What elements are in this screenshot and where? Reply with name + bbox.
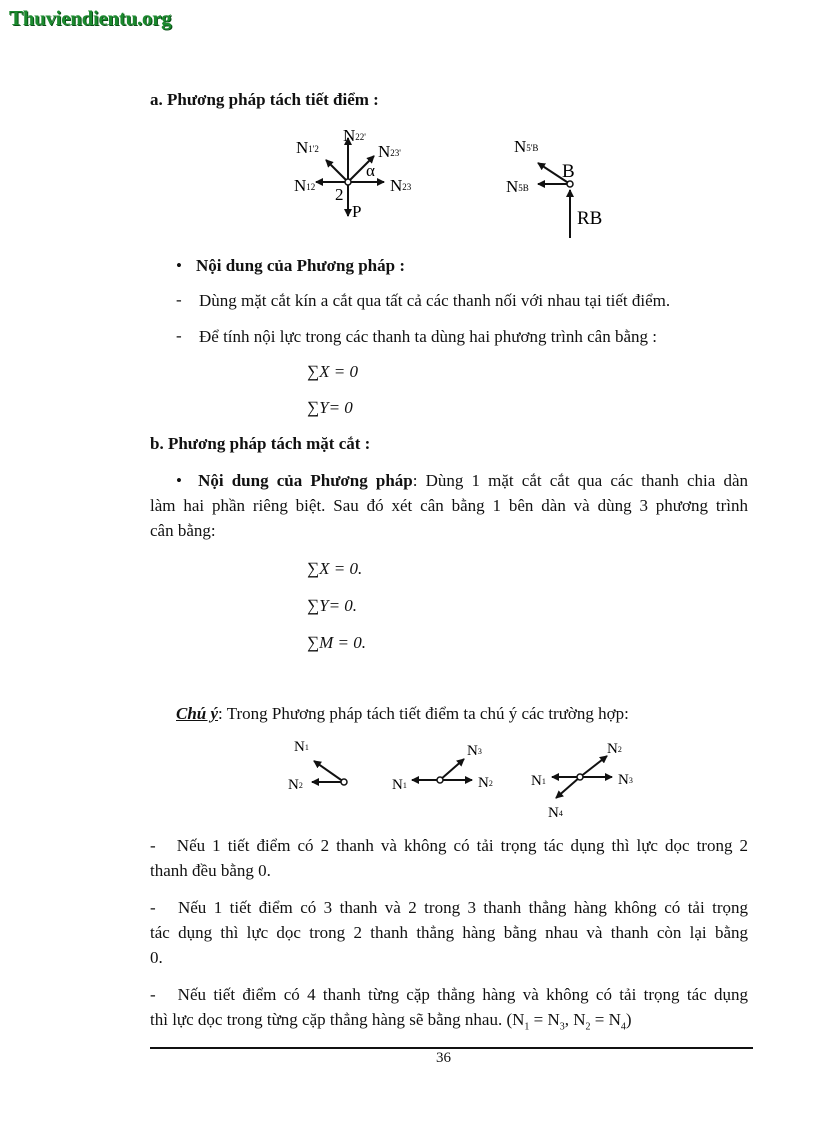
label-n23p: N23' [378, 142, 401, 161]
label-node-2: 2 [335, 185, 344, 204]
equation-sum-y: ∑Y= 0 [307, 398, 353, 417]
label-n23: N23 [390, 176, 412, 195]
case-diagrams [280, 732, 650, 824]
case2-n2: N2 [478, 775, 493, 791]
section-b-title: b. Phương pháp tách mặt cắt : [150, 434, 371, 453]
label-p: P [352, 202, 362, 221]
node-2 [345, 179, 351, 185]
joint-b-diagram [500, 130, 630, 245]
section-b-paragraph: • Nội dung của Phương pháp: Dùng 1 mặt cắt cắt qua các thanh chia dàn làm hai phần riêng biệt. Sau đó xét cân bằng 1 bên dàn và dùng 3 phương trình cân bằng: [150, 471, 749, 540]
case3-n2: N2 [607, 741, 622, 757]
rule-2: - Nếu 1 tiết điểm có 3 thanh và 2 trong 3 thanh thẳng hàng không có tải trọng tác dụng thì lực dọc trong 2 thanh thẳng hàng bằng nhau và thanh còn lại bằng 0. [150, 898, 748, 967]
section-a-title: a. Phương pháp tách tiết điểm : [150, 90, 379, 109]
label-n12: N12 [294, 176, 316, 195]
label-b: B [562, 161, 575, 182]
section-a-bullet: • Nội dung của Phương pháp : [176, 256, 405, 275]
label-alpha: α [366, 161, 375, 180]
rule-3: - Nếu tiết điểm có 4 thanh từng cặp thẳng hàng và không có tải trọng tác dụng thì lực dọc trong từng cặp thẳng hàng sẽ bằng nhau. ($N_1 = N_3$, $N_2 = N_4$) [150, 985, 748, 1033]
equation-sum-x: ∑X = 0 [307, 362, 358, 381]
note-line: Chú ý: Trong Phương pháp tách tiết điểm ta chú ý các trường hợp: [176, 704, 629, 723]
case2-n1: N1 [392, 777, 407, 793]
joint-2-diagram [280, 120, 440, 230]
label-n5b: N5B [506, 177, 529, 196]
label-n1p2: N1'2 [296, 138, 319, 157]
case2-n3: N3 [467, 743, 482, 759]
rule-1: - Nếu 1 tiết điểm có 2 thanh và không có tải trọng tác dụng thì lực dọc trong 2 thanh đều bằng 0. [150, 836, 749, 880]
label-rb: RB [577, 208, 603, 229]
case3-n3: N3 [618, 772, 633, 788]
case1-n1: N1 [294, 739, 309, 755]
site-logo[interactable]: Thuviendientu.org [9, 6, 172, 30]
equation-b-sum-y: ∑Y= 0. [307, 596, 358, 615]
section-a-item-1: Dùng mặt cắt kín a cắt qua tất cả các thanh nối với nhau tại tiết điểm. [199, 291, 671, 310]
page-number: 36 [436, 1050, 451, 1066]
equation-b-sum-x: ∑X = 0. [307, 559, 363, 578]
case3-n1: N1 [531, 773, 546, 789]
equation-b-sum-m: ∑M = 0. [307, 633, 367, 652]
arrow-n1p2 [326, 160, 348, 182]
label-n5pb: N5'B [514, 137, 539, 156]
case1-n2: N2 [288, 777, 303, 793]
section-a-item-2: Để tính nội lực trong các thanh ta dùng hai phương trình cân bằng : [199, 327, 657, 346]
label-n22: N22' [343, 126, 366, 145]
footer-rule [150, 1047, 753, 1049]
case3-n4: N4 [548, 805, 563, 821]
